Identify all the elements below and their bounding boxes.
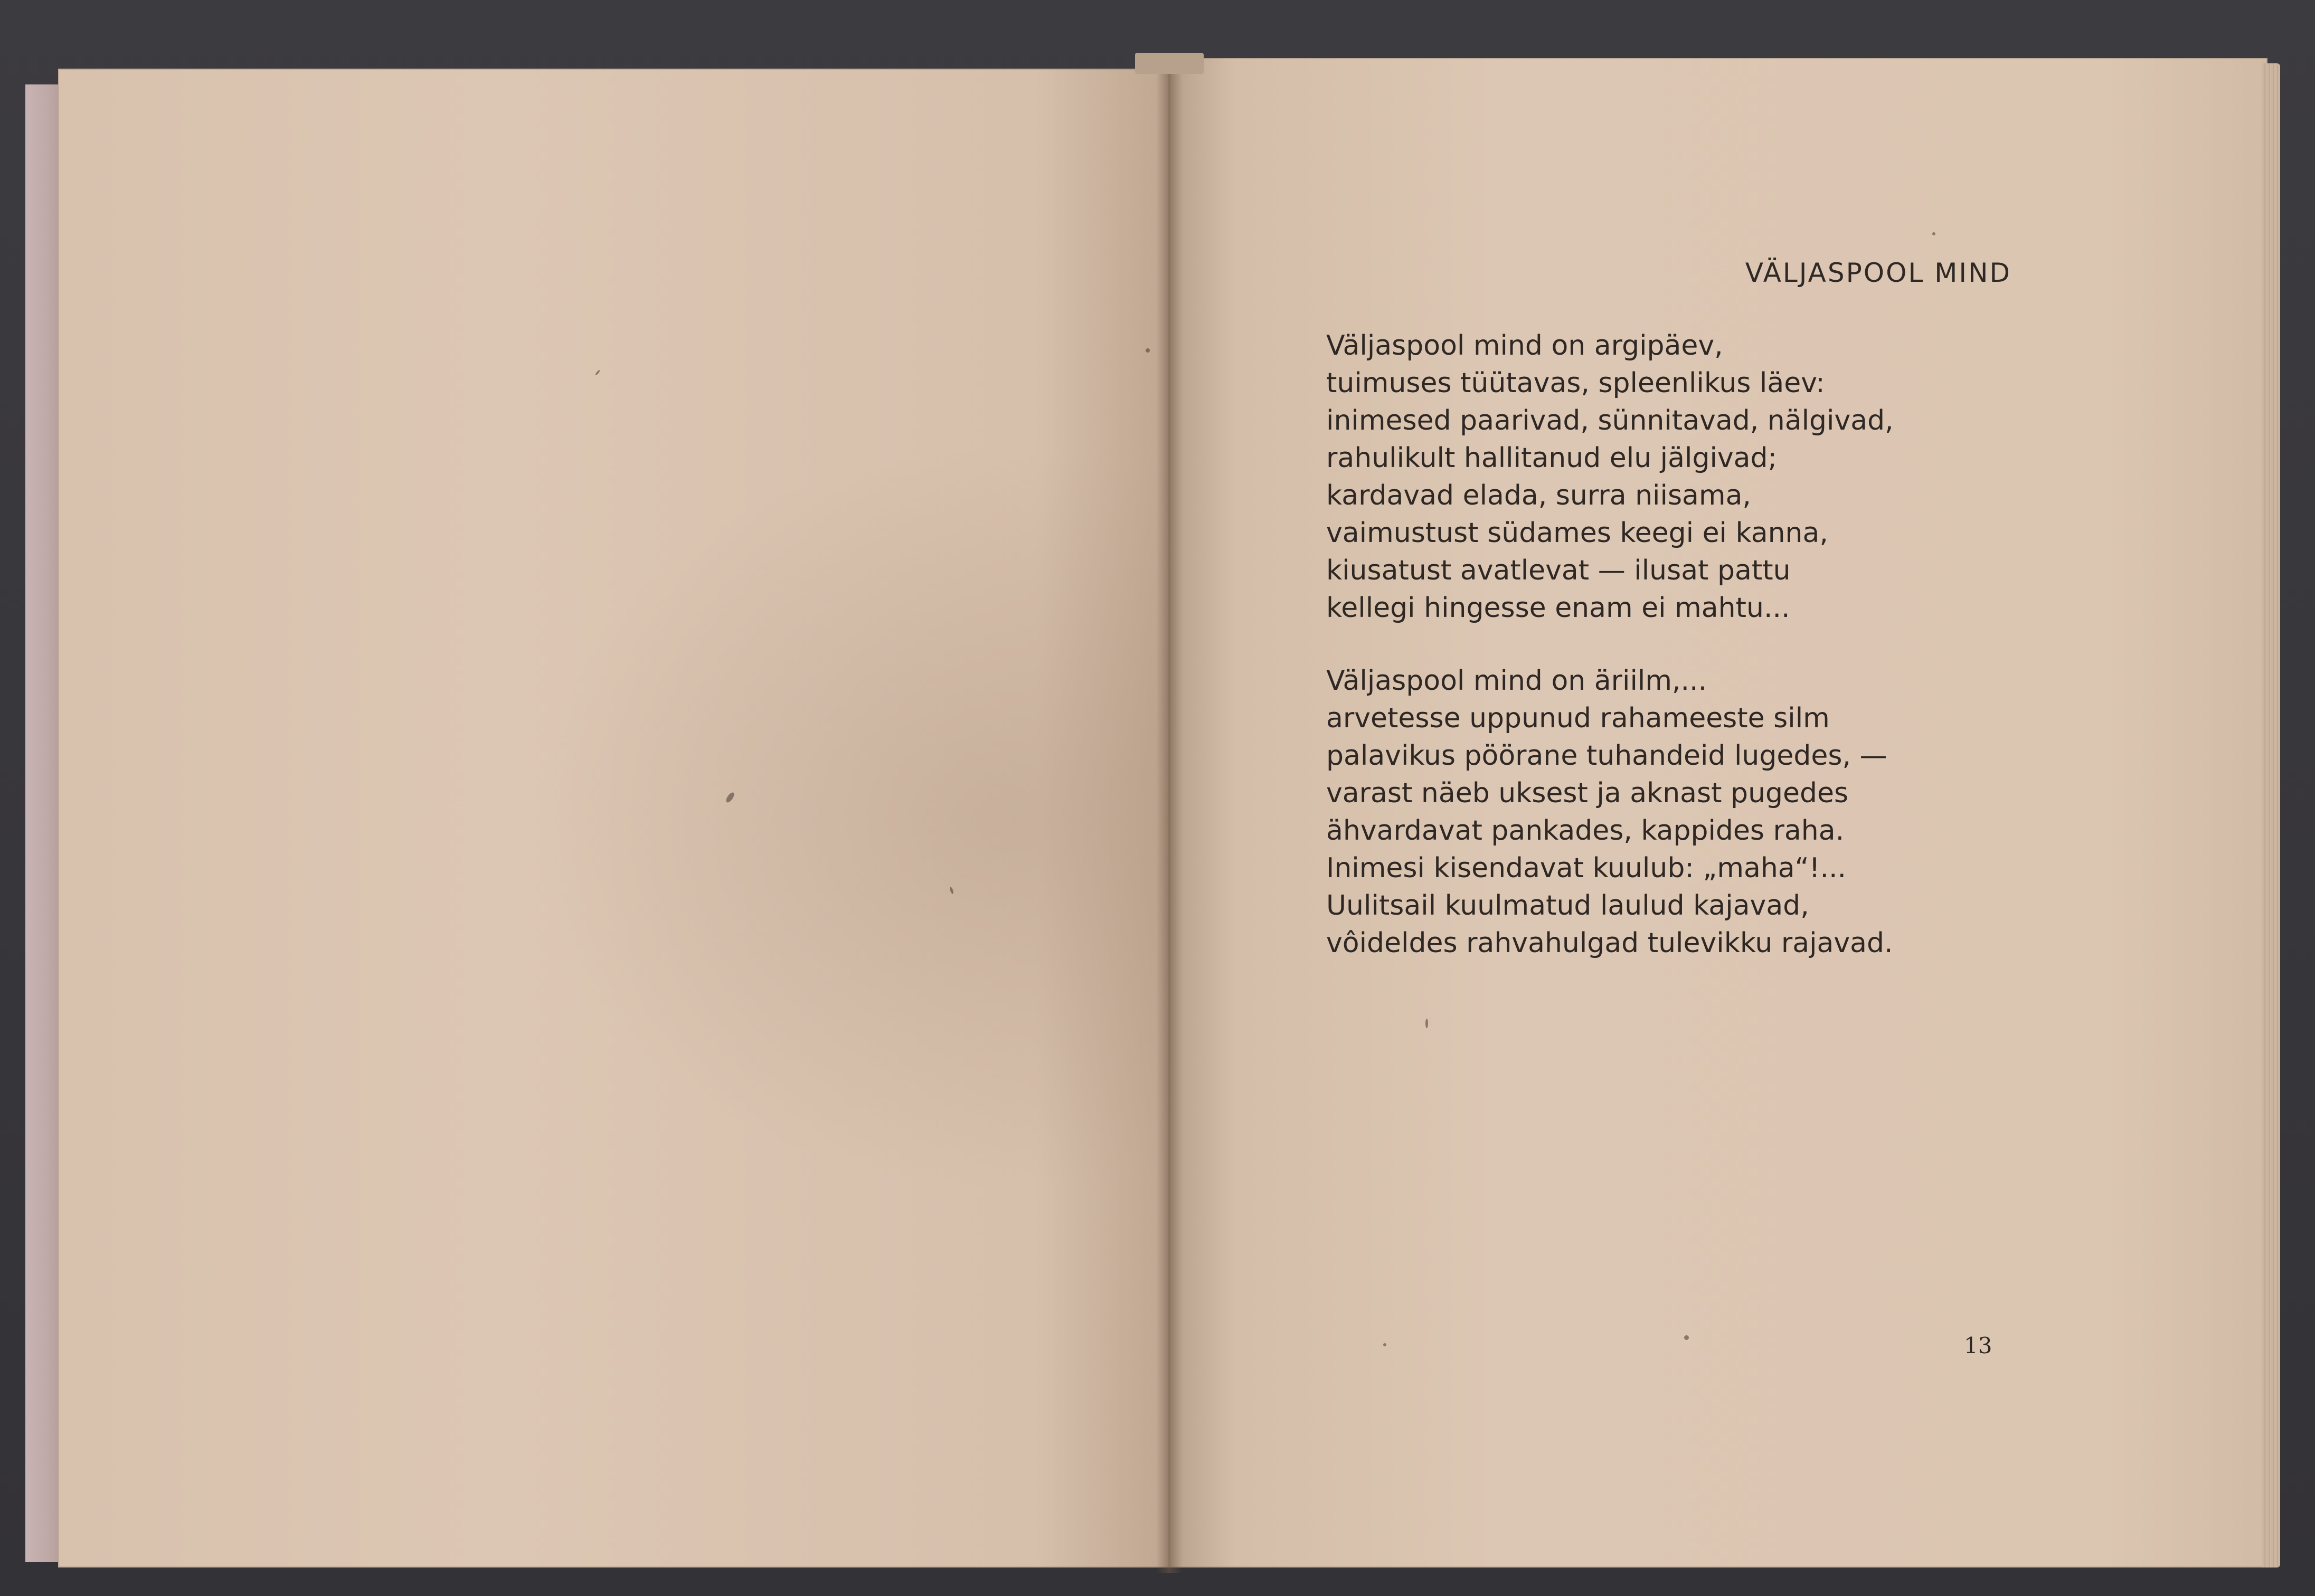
poem-line: Väljaspool mind on äriilm,...	[1326, 665, 1707, 697]
paper-speck	[1146, 348, 1150, 353]
stanza-1	[1326, 327, 1894, 627]
left-page	[58, 69, 1169, 1568]
poem-line: Väljaspool mind on argipäev,	[1326, 330, 1723, 362]
poem-line: arvetesse uppunud rahameeste silm	[1326, 702, 1830, 734]
poem-line: vaimustust südames keegi ei kanna,	[1326, 517, 1828, 549]
book-binding	[1135, 53, 1204, 74]
poem-line: tuimuses tüütavas, spleenlikus läev:	[1326, 367, 1825, 399]
book-gutter	[1156, 58, 1183, 1573]
poem-line: vôideldes rahvahulgad tulevikku rajavad.	[1326, 927, 1893, 959]
poem-title: VÄLJASPOOL MIND	[1745, 258, 2011, 288]
poem-line: ähvardavat pankades, kappides raha.	[1326, 815, 1845, 847]
page-stack-edge	[2262, 63, 2280, 1568]
poem-line: rahulikult hallitanud elu jälgivad;	[1326, 442, 1778, 474]
poem-line: kellegi hingesse enam ei mahtu...	[1326, 592, 1790, 624]
poem-line: kiusatust avatlevat — ilusat pattu	[1326, 555, 1791, 586]
page-number: 13	[1964, 1333, 1992, 1358]
poem-line: Inimesi kisendavat kuulub: „maha“!...	[1326, 852, 1847, 884]
paper-speck	[1932, 232, 1935, 235]
paper-speck	[1383, 1343, 1386, 1346]
paper-speck	[1684, 1335, 1689, 1340]
poem-line: palavikus pöörane tuhandeid lugedes, —	[1326, 740, 1887, 772]
poem-line: Uulitsail kuulmatud laulud kajavad,	[1326, 890, 1809, 922]
stanza-2	[1326, 662, 1893, 962]
poem-line: inimesed paarivad, sünnitavad, nälgivad,	[1326, 405, 1894, 436]
poem-line: varast näeb uksest ja aknast pugedes	[1326, 777, 1849, 809]
poem-line: kardavad elada, surra niisama,	[1326, 480, 1751, 511]
paper-speck	[1425, 1019, 1428, 1028]
